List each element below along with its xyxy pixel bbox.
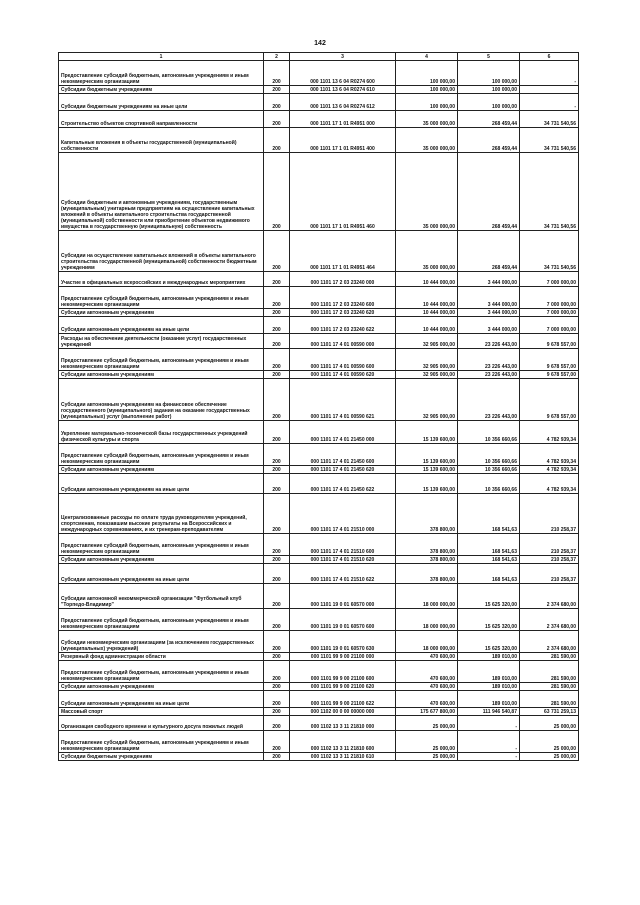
table-row — [59, 534, 579, 556]
table-row — [59, 61, 579, 86]
row-executed-amount: 189 010,00 — [458, 653, 520, 661]
row-budget-code: 000 1101 17 4 01 21510 600 — [290, 534, 396, 556]
row-executed-amount: 10 356 660,66 — [458, 444, 520, 466]
table-row — [59, 584, 579, 609]
row-approved-amount: 470 600,00 — [396, 683, 458, 691]
row-approved-amount: 15 139 600,00 — [396, 466, 458, 474]
row-approved-amount: 25 000,00 — [396, 716, 458, 731]
row-unexecuted-amount: 34 731 540,56 — [520, 128, 579, 153]
row-name: Субсидии бюджетным учреждениям — [59, 753, 264, 761]
row-budget-code: 000 1101 17 4 01 21450 620 — [290, 466, 396, 474]
row-name: Строительство объектов спортивной направленности — [59, 111, 264, 128]
row-approved-amount: 10 444 000,00 — [396, 309, 458, 317]
table-row — [59, 631, 579, 653]
row-unexecuted-amount: 281 590,00 — [520, 683, 579, 691]
row-unexecuted-amount: 4 782 939,34 — [520, 466, 579, 474]
row-executed-amount: 23 226 443,00 — [458, 334, 520, 349]
header-col-2: 2 — [264, 53, 290, 61]
row-approved-amount: 32 905 000,00 — [396, 371, 458, 379]
row-budget-code: 000 1101 19 0 01 60570 000 — [290, 584, 396, 609]
row-name: Предоставление субсидий бюджетным, автономным учреждениям и иным некоммерческим организациям — [59, 349, 264, 371]
row-line-code: 200 — [264, 556, 290, 564]
row-line-code: 200 — [264, 653, 290, 661]
header-col-6: 6 — [520, 53, 579, 61]
row-executed-amount: 168 541,63 — [458, 534, 520, 556]
table-row — [59, 94, 579, 111]
row-name: Субсидии автономным учреждениям на иные цели — [59, 317, 264, 334]
row-unexecuted-amount: 7 000 000,00 — [520, 287, 579, 309]
row-approved-amount: 100 000,00 — [396, 61, 458, 86]
table-row — [59, 153, 579, 231]
row-budget-code: 000 1101 13 6 04 R0274 600 — [290, 61, 396, 86]
row-name: Расходы на обеспечение деятельности (оказание услуг) государственных учреждений — [59, 334, 264, 349]
row-approved-amount: 378 800,00 — [396, 494, 458, 534]
row-executed-amount: 15 625 320,00 — [458, 584, 520, 609]
row-budget-code: 000 1101 19 0 01 60570 600 — [290, 609, 396, 631]
row-line-code: 200 — [264, 379, 290, 421]
row-budget-code: 000 1101 17 1 01 R4951 464 — [290, 231, 396, 272]
table-row — [59, 128, 579, 153]
table-row — [59, 379, 579, 421]
row-executed-amount: 10 356 660,66 — [458, 421, 520, 444]
row-line-code: 200 — [264, 287, 290, 309]
row-name: Участие в официальных всероссийских и международных мероприятиях — [59, 272, 264, 287]
row-approved-amount: 378 800,00 — [396, 534, 458, 556]
row-executed-amount: 168 541,63 — [458, 564, 520, 584]
row-line-code: 200 — [264, 309, 290, 317]
row-approved-amount: 15 139 600,00 — [396, 474, 458, 494]
row-executed-amount: 3 444 000,00 — [458, 287, 520, 309]
row-executed-amount: 168 541,63 — [458, 494, 520, 534]
row-line-code: 200 — [264, 334, 290, 349]
row-line-code: 200 — [264, 753, 290, 761]
row-unexecuted-amount: 25 000,00 — [520, 716, 579, 731]
row-approved-amount: 15 139 600,00 — [396, 444, 458, 466]
row-budget-code: 000 1101 17 4 01 00590 620 — [290, 371, 396, 379]
row-name: Предоставление субсидий бюджетным, автономным учреждениям и иным некоммерческим организациям — [59, 661, 264, 683]
row-name: Предоставление субсидий бюджетным, автономным учреждениям и иным некоммерческим организациям — [59, 534, 264, 556]
row-executed-amount: 3 444 000,00 — [458, 309, 520, 317]
row-executed-amount: 168 541,63 — [458, 556, 520, 564]
table-row — [59, 556, 579, 564]
row-executed-amount: 111 946 540,87 — [458, 708, 520, 716]
row-budget-code: 000 1101 99 9 00 21100 622 — [290, 691, 396, 708]
row-name: Субсидии автономным учреждениям на иные цели — [59, 474, 264, 494]
table-row — [59, 753, 579, 761]
table-row — [59, 231, 579, 272]
row-line-code: 200 — [264, 716, 290, 731]
row-line-code: 200 — [264, 231, 290, 272]
row-name: Субсидии автономным учреждениям на финансовое обеспечение государственного (муниципального) задания на оказание государственных (муниципальных) услуг (выполнение работ) — [59, 379, 264, 421]
row-unexecuted-amount: 2 374 680,00 — [520, 584, 579, 609]
row-unexecuted-amount: 7 000 000,00 — [520, 272, 579, 287]
row-executed-amount: 100 000,00 — [458, 94, 520, 111]
row-approved-amount: 25 000,00 — [396, 731, 458, 753]
row-budget-code: 000 1101 17 2 03 23240 620 — [290, 309, 396, 317]
row-approved-amount: 15 139 600,00 — [396, 421, 458, 444]
row-line-code: 200 — [264, 466, 290, 474]
table-row — [59, 494, 579, 534]
row-unexecuted-amount: 2 374 680,00 — [520, 609, 579, 631]
row-approved-amount: 35 000 000,00 — [396, 111, 458, 128]
row-budget-code: 000 1102 13 3 11 21810 000 — [290, 716, 396, 731]
row-approved-amount: 32 905 000,00 — [396, 379, 458, 421]
row-budget-code: 000 1102 00 0 00 00000 000 — [290, 708, 396, 716]
row-name: Организация свободного времени и культурного досуга пожилых людей — [59, 716, 264, 731]
row-unexecuted-amount: 9 678 557,00 — [520, 379, 579, 421]
row-budget-code: 000 1101 99 9 00 21100 600 — [290, 661, 396, 683]
row-executed-amount: 23 226 443,00 — [458, 379, 520, 421]
table-row — [59, 661, 579, 683]
table-row — [59, 272, 579, 287]
row-unexecuted-amount — [520, 86, 579, 94]
row-name: Резервный фонд администрации области — [59, 653, 264, 661]
row-name: Централизованные расходы по оплате труда руководителям учреждений, спортсменам, показавшим высокие результаты на Всероссийских и международных соревнованиях, и их тренерам-преподавателям — [59, 494, 264, 534]
row-unexecuted-amount: 281 590,00 — [520, 691, 579, 708]
row-line-code: 200 — [264, 691, 290, 708]
row-name: Субсидии автономным учреждениям на иные цели — [59, 691, 264, 708]
row-name: Субсидии бюджетным и автономным учреждениям, государственным (муниципальным) унитарным предприятиям на осуществление капитальных вложений в объекты капитального строительства государственной (муниципальной) собственности или приобретение объектов недвижимого имущества в государственную (муниципальную) собственность — [59, 153, 264, 231]
table-row — [59, 466, 579, 474]
row-approved-amount: 35 000 000,00 — [396, 153, 458, 231]
row-name: Субсидии некоммерческим организациям (за исключением государственных (муниципальных) учреждений) — [59, 631, 264, 653]
row-executed-amount: - — [458, 716, 520, 731]
row-budget-code: 000 1101 17 2 03 23240 622 — [290, 317, 396, 334]
page-number: 142 — [314, 40, 326, 47]
row-unexecuted-amount: - — [520, 94, 579, 111]
row-unexecuted-amount: 7 000 000,00 — [520, 309, 579, 317]
row-name: Предоставление субсидий бюджетным, автономным учреждениям и иным некоммерческим организациям — [59, 731, 264, 753]
table-header-row — [59, 53, 579, 61]
row-budget-code: 000 1101 99 9 00 21100 620 — [290, 683, 396, 691]
row-approved-amount: 32 905 000,00 — [396, 334, 458, 349]
row-approved-amount: 10 444 000,00 — [396, 287, 458, 309]
row-unexecuted-amount: 210 258,37 — [520, 534, 579, 556]
row-name: Субсидии бюджетным учреждениям на иные цели — [59, 94, 264, 111]
table-row — [59, 609, 579, 631]
row-line-code: 200 — [264, 349, 290, 371]
header-col-4: 4 — [396, 53, 458, 61]
row-name: Субсидии автономным учреждениям — [59, 683, 264, 691]
row-budget-code: 000 1101 17 1 01 R4951 460 — [290, 153, 396, 231]
row-name: Массовый спорт — [59, 708, 264, 716]
table-row — [59, 691, 579, 708]
budget-table — [58, 52, 579, 761]
row-executed-amount: 268 459,44 — [458, 231, 520, 272]
table-row — [59, 716, 579, 731]
row-unexecuted-amount: 25 000,00 — [520, 731, 579, 753]
row-executed-amount: 23 226 443,00 — [458, 349, 520, 371]
row-approved-amount: 25 000,00 — [396, 753, 458, 761]
row-approved-amount: 470 600,00 — [396, 661, 458, 683]
row-line-code: 200 — [264, 94, 290, 111]
row-approved-amount: 378 800,00 — [396, 556, 458, 564]
row-executed-amount: 15 625 320,00 — [458, 631, 520, 653]
table-row — [59, 309, 579, 317]
table-row — [59, 731, 579, 753]
row-line-code: 200 — [264, 609, 290, 631]
table-row — [59, 474, 579, 494]
row-approved-amount: 10 444 000,00 — [396, 317, 458, 334]
row-line-code: 200 — [264, 421, 290, 444]
row-line-code: 200 — [264, 474, 290, 494]
row-approved-amount: 32 905 000,00 — [396, 349, 458, 371]
row-line-code: 200 — [264, 272, 290, 287]
row-line-code: 200 — [264, 61, 290, 86]
row-budget-code: 000 1101 17 1 01 R4951 000 — [290, 111, 396, 128]
row-name: Субсидии автономным учреждениям — [59, 556, 264, 564]
row-unexecuted-amount: 210 258,37 — [520, 494, 579, 534]
row-unexecuted-amount: 7 000 000,00 — [520, 317, 579, 334]
row-line-code: 200 — [264, 128, 290, 153]
row-approved-amount: 378 800,00 — [396, 564, 458, 584]
row-name: Капитальные вложения в объекты государственной (муниципальной) собственности — [59, 128, 264, 153]
table-row — [59, 653, 579, 661]
table-row — [59, 317, 579, 334]
row-budget-code: 000 1101 17 4 01 21450 600 — [290, 444, 396, 466]
row-line-code: 200 — [264, 444, 290, 466]
row-unexecuted-amount: 4 782 939,34 — [520, 444, 579, 466]
header-col-1: 1 — [59, 53, 264, 61]
row-executed-amount: 268 459,44 — [458, 111, 520, 128]
row-line-code: 200 — [264, 564, 290, 584]
row-executed-amount: 10 356 660,66 — [458, 466, 520, 474]
row-approved-amount: 470 600,00 — [396, 691, 458, 708]
row-line-code: 200 — [264, 708, 290, 716]
row-line-code: 200 — [264, 371, 290, 379]
row-executed-amount: 15 625 320,00 — [458, 609, 520, 631]
row-name: Субсидии автономным учреждениям на иные цели — [59, 564, 264, 584]
row-executed-amount: 268 459,44 — [458, 128, 520, 153]
row-unexecuted-amount: 9 678 557,00 — [520, 334, 579, 349]
row-unexecuted-amount: 63 731 259,13 — [520, 708, 579, 716]
table-row — [59, 287, 579, 309]
row-name: Субсидии автономным учреждениям — [59, 466, 264, 474]
row-name: Предоставление субсидий бюджетным, автономным учреждениям и иным некоммерческим организациям — [59, 61, 264, 86]
row-executed-amount: 189 010,00 — [458, 691, 520, 708]
row-executed-amount: 100 000,00 — [458, 86, 520, 94]
row-executed-amount: 3 444 000,00 — [458, 317, 520, 334]
row-executed-amount: 23 226 443,00 — [458, 371, 520, 379]
row-budget-code: 000 1101 17 4 01 21450 000 — [290, 421, 396, 444]
row-unexecuted-amount: 9 678 557,00 — [520, 371, 579, 379]
row-budget-code: 000 1102 13 3 11 21810 610 — [290, 753, 396, 761]
row-name: Предоставление субсидий бюджетным, автономным учреждениям и иным некоммерческим организациям — [59, 287, 264, 309]
table-row — [59, 86, 579, 94]
row-budget-code: 000 1102 13 3 11 21810 600 — [290, 731, 396, 753]
row-name: Субсидии автономным учреждениям — [59, 309, 264, 317]
row-unexecuted-amount: 210 258,37 — [520, 564, 579, 584]
row-budget-code: 000 1101 17 2 03 23240 000 — [290, 272, 396, 287]
row-budget-code: 000 1101 17 1 01 R4951 400 — [290, 128, 396, 153]
row-budget-code: 000 1101 17 4 01 21510 000 — [290, 494, 396, 534]
table-row — [59, 111, 579, 128]
row-name: Субсидии автономным учреждениям — [59, 371, 264, 379]
row-budget-code: 000 1101 17 4 01 21510 620 — [290, 556, 396, 564]
row-line-code: 200 — [264, 661, 290, 683]
header-col-5: 5 — [458, 53, 520, 61]
row-unexecuted-amount: - — [520, 61, 579, 86]
table-row — [59, 421, 579, 444]
row-name: Предоставление субсидий бюджетным, автономным учреждениям и иным некоммерческим организациям — [59, 609, 264, 631]
row-line-code: 200 — [264, 631, 290, 653]
row-approved-amount: 18 000 000,00 — [396, 584, 458, 609]
table-row — [59, 683, 579, 691]
row-line-code: 200 — [264, 153, 290, 231]
row-budget-code: 000 1101 17 4 01 21510 622 — [290, 564, 396, 584]
table-row — [59, 371, 579, 379]
row-budget-code: 000 1101 17 4 01 00590 621 — [290, 379, 396, 421]
table-row — [59, 708, 579, 716]
row-line-code: 200 — [264, 494, 290, 534]
row-executed-amount: 189 010,00 — [458, 661, 520, 683]
row-line-code: 200 — [264, 534, 290, 556]
row-executed-amount: - — [458, 753, 520, 761]
row-name: Субсидии на осуществление капитальных вложений в объекты капитального строительства государственной (муниципальной) собственности бюджетным учреждениям — [59, 231, 264, 272]
row-budget-code: 000 1101 19 0 01 60570 630 — [290, 631, 396, 653]
row-unexecuted-amount: 34 731 540,56 — [520, 111, 579, 128]
row-approved-amount: 470 600,00 — [396, 653, 458, 661]
row-approved-amount: 10 444 000,00 — [396, 272, 458, 287]
row-budget-code: 000 1101 13 6 04 R0274 610 — [290, 86, 396, 94]
row-line-code: 200 — [264, 317, 290, 334]
table-row — [59, 349, 579, 371]
row-line-code: 200 — [264, 731, 290, 753]
row-unexecuted-amount: 34 731 540,56 — [520, 231, 579, 272]
row-approved-amount: 18 000 000,00 — [396, 631, 458, 653]
row-line-code: 200 — [264, 683, 290, 691]
row-unexecuted-amount: 281 590,00 — [520, 653, 579, 661]
row-executed-amount: 3 444 000,00 — [458, 272, 520, 287]
row-approved-amount: 100 000,00 — [396, 94, 458, 111]
row-budget-code: 000 1101 17 4 01 21450 622 — [290, 474, 396, 494]
row-approved-amount: 35 000 000,00 — [396, 128, 458, 153]
row-name: Субсидии автономной некоммерческой организации "Футбольный клуб "Торпедо-Владимир" — [59, 584, 264, 609]
row-budget-code: 000 1101 17 4 01 00590 000 — [290, 334, 396, 349]
row-unexecuted-amount: 4 782 939,34 — [520, 474, 579, 494]
row-budget-code: 000 1101 99 9 00 21100 000 — [290, 653, 396, 661]
row-budget-code: 000 1101 17 2 03 23240 600 — [290, 287, 396, 309]
table-row — [59, 444, 579, 466]
row-executed-amount: - — [458, 731, 520, 753]
row-unexecuted-amount: 4 782 939,34 — [520, 421, 579, 444]
row-line-code: 200 — [264, 584, 290, 609]
row-unexecuted-amount: 9 678 557,00 — [520, 349, 579, 371]
row-approved-amount: 100 000,00 — [396, 86, 458, 94]
row-name: Укрепление материально-технической базы государственных учреждений физической культуры и спорта — [59, 421, 264, 444]
row-unexecuted-amount: 25 000,00 — [520, 753, 579, 761]
row-budget-code: 000 1101 13 6 04 R0274 612 — [290, 94, 396, 111]
row-name: Предоставление субсидий бюджетным, автономным учреждениям и иным некоммерческим организациям — [59, 444, 264, 466]
row-unexecuted-amount: 281 590,00 — [520, 661, 579, 683]
row-approved-amount: 18 000 000,00 — [396, 609, 458, 631]
row-executed-amount: 10 356 660,66 — [458, 474, 520, 494]
row-executed-amount: 268 459,44 — [458, 153, 520, 231]
header-col-3: 3 — [290, 53, 396, 61]
row-unexecuted-amount: 210 258,37 — [520, 556, 579, 564]
row-executed-amount: 189 010,00 — [458, 683, 520, 691]
row-approved-amount: 175 677 800,00 — [396, 708, 458, 716]
row-line-code: 200 — [264, 111, 290, 128]
row-approved-amount: 35 000 000,00 — [396, 231, 458, 272]
row-name: Субсидии бюджетным учреждениям — [59, 86, 264, 94]
table-row — [59, 334, 579, 349]
row-line-code: 200 — [264, 86, 290, 94]
table-row — [59, 564, 579, 584]
row-executed-amount: 100 000,00 — [458, 61, 520, 86]
row-unexecuted-amount: 34 731 540,56 — [520, 153, 579, 231]
row-unexecuted-amount: 2 374 680,00 — [520, 631, 579, 653]
row-budget-code: 000 1101 17 4 01 00590 600 — [290, 349, 396, 371]
